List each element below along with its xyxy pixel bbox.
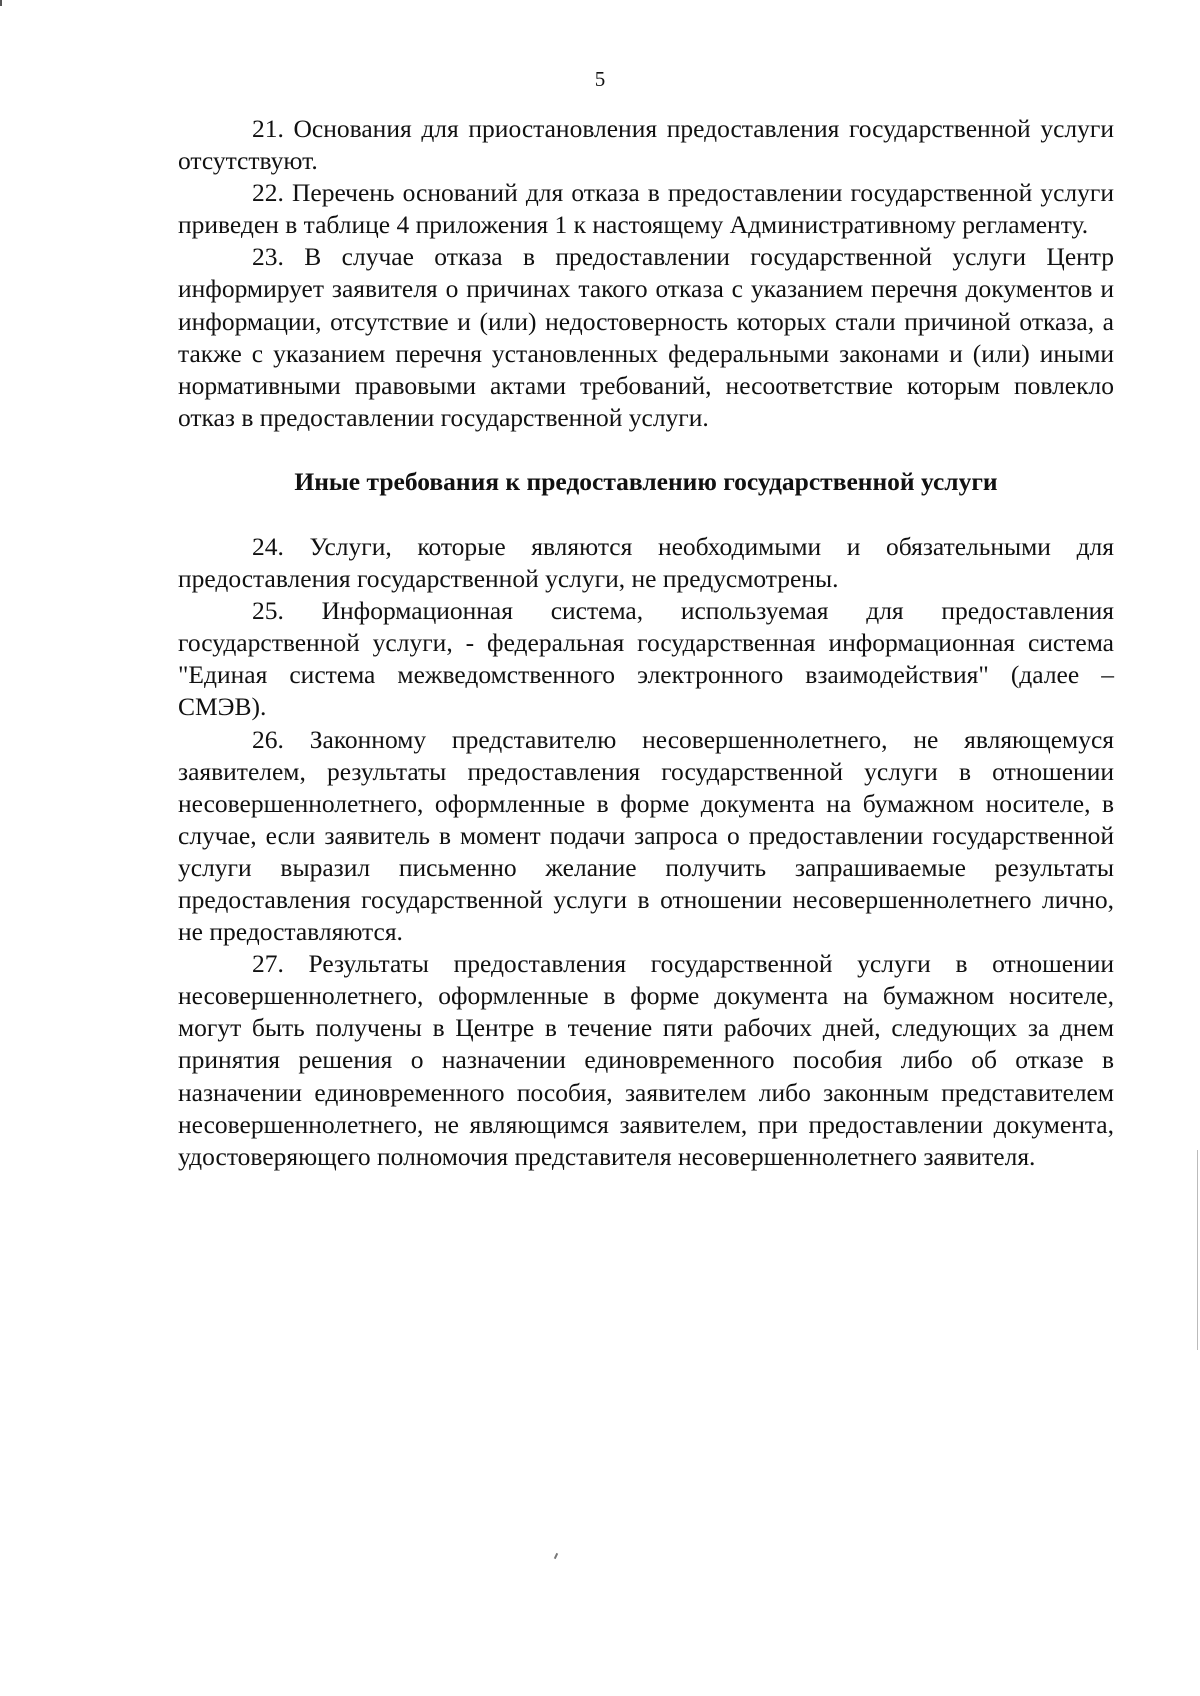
scan-artifact-edge [1197, 1150, 1198, 1350]
paragraph-26: 26. Законному представителю несовершеннолетнего, не являющемуся заявителем, результаты предоставления государственной услуги в отношении несовершеннолетнего, оформленные в форме документа на бумажном носителе, в случае, если заявитель в момент подачи запроса о предоставлении государственной услуги выразил письменно желание получить запрашиваемые результаты предоставления государственной услуги в отношении несовершеннолетнего лично, не предоставляются. [178, 724, 1114, 947]
paragraph-27: 27. Результаты предоставления государственной услуги в отношении несовершеннолетнего, оформленные в форме документа на бумажном носителе, могут быть получены в Центре в течение пяти рабочих дней, следующих за днем принятия решения о назначении единовременного пособия либо об отказе в назначении единовременного пособия, заявителем либо законным представителем несовершеннолетнего, не являющимся заявителем, при предоставлении документа, удостоверяющего полномочия представителя несовершеннолетнего заявителя. [178, 949, 1114, 1171]
section-heading: Иные требования к предоставлению государственной услуги [294, 466, 998, 496]
scan-artifact-mark-bottom [554, 1553, 558, 1559]
scan-artifact-mark [0, 0, 2, 6]
paragraph-24: 24. Услуги, которые являются необходимыми и обязательными для предоставления государственной услуги, не предусмотрены. [178, 531, 1114, 594]
paragraph-23: 23. В случае отказа в предоставлении государственной услуги Центр информирует заявителя о причинах такого отказа с указанием перечня документов и информации, отсутствие и (или) недостоверность которых стали причиной отказа, а также с указанием перечня установленных федеральными законами и (или) иными нормативными правовыми актами требований, несоответствие которым повлекло отказ в предоставлении государственной услуги. [178, 242, 1114, 432]
paragraph-25: 25. Информационная система, используемая для предоставления государственной услуги, - федеральная государственная информационная система "Единая система межведомственного электронного взаимодействия" (далее – СМЭВ). [178, 596, 1114, 722]
document-body [178, 113, 1114, 1173]
page-number: 5 [594, 67, 606, 91]
paragraph-22: 22. Перечень оснований для отказа в предоставлении государственной услуги приведен в таблице 4 приложения 1 к настоящему Административному регламенту. [178, 178, 1114, 240]
paragraph-21: 21. Основания для приостановления предоставления государственной услуги отсутствуют. [178, 114, 1114, 176]
